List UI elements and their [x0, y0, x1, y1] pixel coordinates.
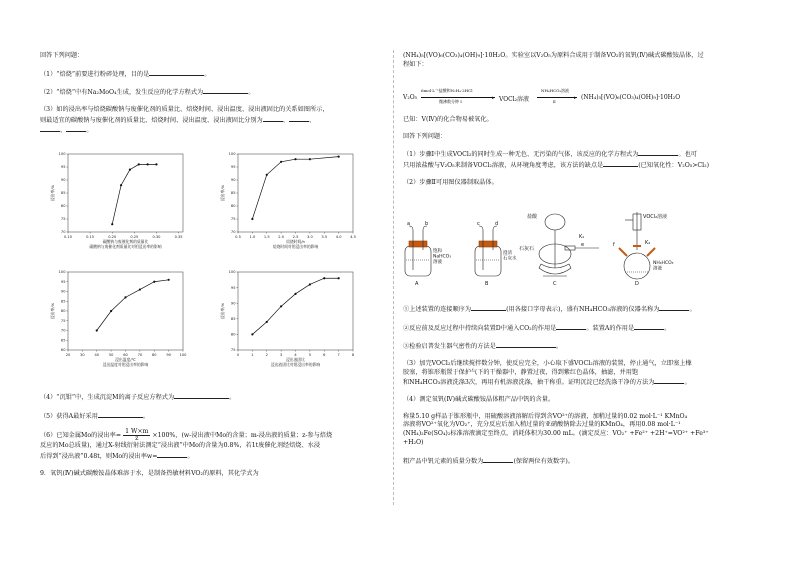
data-point — [110, 310, 112, 312]
data-point — [129, 169, 131, 171]
scheme-arrow2-bottom: Ⅱ — [553, 99, 556, 104]
data-point — [139, 288, 141, 290]
oxidation-note: 已知：V(Ⅳ)的化合物易被氧化。 — [403, 116, 493, 123]
y-tick-label: 95 — [60, 279, 66, 284]
scheme-arrow1-top: 6mol·L⁻¹盐酸和N₂H₄·2HCl — [421, 88, 473, 93]
x-tick-label: 0.25 — [130, 235, 139, 239]
y-tick-label: 95 — [230, 165, 236, 170]
scheme-arrow1 — [421, 97, 495, 98]
chart-caption: 焙烧时间对钼浸出率的影响 — [272, 244, 319, 249]
chart-caption: 浸出液固比对钼浸出率的影响 — [270, 362, 321, 367]
fraction: $\frac{1 W\times m}{z}$ — [125, 428, 149, 443]
label-nahco3: 饱和 NaHCO₃ 溶液 — [433, 249, 451, 265]
answer-blank[interactable] — [174, 392, 229, 399]
data-point — [280, 305, 282, 307]
y-tick-label: 75 — [60, 318, 66, 323]
label-d: D — [635, 281, 639, 287]
label-a: A — [415, 281, 419, 287]
data-point — [338, 156, 340, 158]
x-tick-label: 0.30 — [152, 235, 161, 239]
y-tick-label: 80 — [60, 204, 66, 209]
leaching-charts — [40, 150, 380, 390]
y-tick-label: 80 — [230, 332, 236, 337]
y-tick-label: 95 — [60, 165, 66, 170]
chart-caption: 碳酸钠与废催化剂质量比对钼浸出率的影响 — [89, 244, 162, 249]
data-point — [96, 329, 98, 331]
question-2: （2）“焙烧”中有Na₂MoO₄生成，发生反应的化学方程式为 。 — [40, 89, 255, 97]
left-intro: 回答下列问题： — [40, 52, 84, 59]
data-point — [266, 321, 268, 323]
x-tick-label: 70 — [137, 353, 143, 357]
series-line — [252, 157, 338, 219]
left-column-lower — [40, 392, 385, 486]
x-tick-label: 0.5 — [235, 235, 241, 239]
y-tick-label: 95 — [230, 285, 236, 290]
y-tick-label: 75 — [60, 217, 66, 222]
x-tick-label: 3.5 — [321, 235, 328, 239]
series-line — [252, 278, 338, 334]
port-c: c — [477, 221, 480, 227]
data-point — [251, 333, 253, 335]
vanadium-fraction: 粗产品中钒元素的质量分数为 (保留两位有效数字)。 — [403, 457, 574, 465]
label-hcl: 盐酸 — [527, 214, 538, 220]
step-2: ②反应前及反应过程中持续向装置D中通入CO₂的作用是 。装置A的作用是 。 — [403, 324, 671, 332]
data-point — [153, 281, 155, 283]
data-point — [309, 158, 311, 160]
answer-blank[interactable] — [157, 451, 187, 458]
series-line — [97, 280, 169, 331]
x-tick-label: 0 — [236, 353, 240, 357]
formula-text: (NH₄)₅[(VO)₆(CO₃)₄(OH)₉]·10H₂O。实验室以V₂O₅为原料合成用于制备VO₂的氧钒(Ⅳ)碱式碳酸铵晶体，过 程如下： — [403, 52, 704, 68]
label-vocl2: VOCl₂溶液 — [643, 214, 668, 220]
apparatus-b — [475, 226, 501, 276]
answer-blank[interactable] — [556, 323, 586, 330]
chart-frame — [238, 154, 353, 232]
x-tick-label: 0.10 — [63, 235, 73, 239]
question-9: 9．氧钒(Ⅳ)碱式碳酸铵晶体难溶于水，是制备热敏材料VO₂的原料，其化学式为 — [40, 469, 259, 477]
data-point — [309, 283, 311, 285]
port-a: a — [407, 221, 411, 227]
x-tick-label: 5 — [308, 353, 312, 357]
x-tick-label: 4.5 — [350, 235, 356, 239]
x-axis-label: 浸出液固比 — [286, 357, 305, 362]
x-tick-label: 3 — [279, 353, 283, 357]
data-point — [323, 277, 325, 279]
x-tick-label: 0.35 — [174, 235, 183, 239]
x-tick-label: 2 — [265, 353, 268, 357]
x-tick-label: 7 — [337, 353, 340, 357]
answer-blank[interactable] — [66, 125, 86, 132]
x-tick-label: 8 — [351, 353, 355, 357]
valve-k2: K₂ — [645, 240, 651, 246]
x-tick-label: 80 — [151, 353, 157, 357]
answer-blank[interactable] — [149, 69, 204, 76]
answer-blank[interactable] — [603, 160, 638, 167]
column-divider — [393, 50, 394, 505]
step-3: ③检验启普发生器气密性的方法是 。 — [403, 343, 562, 351]
y-axis-label: 浸出率/% — [220, 302, 225, 320]
x-tick-label: 60 — [123, 353, 128, 357]
answer-blank[interactable] — [263, 115, 283, 122]
label-c: C — [553, 281, 557, 287]
data-point — [294, 158, 296, 160]
port-b: b — [425, 221, 429, 227]
x-tick-label: 6 — [323, 353, 326, 357]
y-tick-label: 65 — [60, 338, 66, 343]
y-tick-label: 75 — [230, 217, 236, 222]
x-tick-label: 30 — [80, 353, 85, 357]
answer-blank[interactable] — [289, 115, 309, 122]
x-tick-label: 4.0 — [335, 235, 342, 239]
right-question-3: （3）加完VOCl₂后继续搅拌数分钟，使反应完全，小心取下盛VOCl₂溶液的装置，停止通气，立即塞上橡 胶塞，将锥形瓶置于保护气下的干燥器中，静置过夜，得到紫红色晶体，抽滤，并用饱 和NH₄HCO₃溶液洗涤3次，再用有机溶液洗涤，抽干称重。证明沉淀已经洗涤干净的方法为 。 — [403, 359, 692, 387]
data-point — [147, 163, 149, 165]
apparatus-diagram — [403, 210, 763, 290]
port-d: d — [495, 221, 499, 227]
answer-blank[interactable] — [483, 456, 513, 463]
right-intro: 回答下列问题： — [403, 132, 447, 140]
port-e: e — [581, 242, 585, 248]
chart-frame — [238, 272, 353, 350]
scheme-intermediate: VOCl₂溶液 — [499, 96, 530, 103]
question-3: （3）如的浸出率与焙烧碳酸钠与废催化剂的质量比、焙烧时间、浸出温度、浸出液固比的关系如图所示， 则最适宜的碳酸钠与废催化剂的质量比、焙烧时间、浸出温度、浸出液固比分别为 、 、 、 。 — [40, 105, 329, 135]
answer-blank[interactable] — [659, 304, 689, 311]
y-tick-label: 70 — [60, 328, 66, 333]
question-6: （6）已知金属Mo的浸出率= $\frac{1 W\times m}{z}$ ×100%，(w-浸出液中Mo的含量；m-浸出液的质量；z-参与焙烧 反应的Mo总质量)，通过X-射线衍射法测定“浸出液”中Mo的含量为0.8%，若1t废催化剂经焙烧、水浸 后得到“浸出液”0.48t，则Mo的浸出率w= 。 — [40, 428, 333, 460]
y-tick-label: 90 — [230, 301, 236, 306]
apparatus-a — [405, 226, 431, 276]
chart-frame — [68, 154, 183, 232]
y-tick-label: 90 — [60, 289, 66, 294]
chart-caption: 浸出温度对钼浸出率的影响 — [102, 362, 149, 367]
answer-blank[interactable] — [203, 87, 248, 94]
x-tick-label: 90 — [166, 353, 171, 357]
valve-k1: K₁ — [579, 234, 585, 240]
x-tick-label: 1.5 — [263, 235, 270, 239]
data-point — [251, 218, 253, 220]
y-tick-label: 85 — [60, 299, 66, 304]
y-axis-label: 浸出率/% — [50, 184, 55, 202]
label-b: B — [485, 281, 489, 287]
x-tick-label: 3.0 — [307, 235, 313, 239]
answer-blank[interactable] — [634, 323, 664, 330]
right-question-2: （2）步骤Ⅱ可用图仪器制取晶体。 — [403, 178, 498, 186]
data-point — [266, 174, 268, 176]
data-point — [155, 163, 157, 165]
x-tick-label: 4 — [294, 353, 297, 357]
step-1: ①上述装置的连接顺序为 (用各接口字母表示)，盛有NH₄HCO₃溶液的仪器名称为 。 — [403, 306, 696, 313]
y-tick-label: 100 — [58, 270, 66, 275]
x-axis-label: 浸出温度/℃ — [115, 357, 136, 362]
titration-text: 称量5.10 g样品于锥形瓶中，用硫酸溶液溶解后得到含VO²⁺的溶液，加稍过量的0.02 mol·L⁻¹ KMnO₄ 溶液将VO²⁺氧化为VO₂⁺，充分反应后加入稍过量的亚硝酸钠除去过量的KMnO₄，再用0.08 mol·L⁻¹ (NH₄)₂Fe(SO₄)₂标准溶液滴定至终点，消耗体积为30.00 mL。(滴定反应：VO₂⁺ +Fe²⁺ +2H⁺=VO²⁺ +Fe³⁺ +H₂O) — [403, 412, 709, 446]
y-tick-label: 75 — [230, 348, 236, 353]
right-column-mid — [403, 116, 763, 195]
y-tick-label: 80 — [230, 204, 236, 209]
question-5: （5）获得A最好采用 。 — [40, 412, 150, 420]
right-question-1: （1）步骤Ⅰ中生成VOCl₂的同时生成一种无色、无污染的气体，该反应的化学方程式为 。也可 只用浓盐酸与V₂O₅来制备VOCl₂溶液，从环境角度考虑，该方法的缺点是 (已知氧化性：V₂O₅>Cl₂) — [403, 151, 710, 169]
scheme-product: (NH₄)₅[(VO)₆(CO₃)₄(OH)₉]·10H₂O — [581, 94, 681, 101]
x-axis-label: 焙烧时间/h — [286, 239, 305, 244]
data-point — [280, 161, 282, 163]
y-axis-label: 浸出率/% — [220, 184, 225, 202]
x-tick-label: 100 — [179, 353, 187, 357]
y-tick-label: 70 — [230, 230, 236, 235]
reaction-scheme: V₂O₅ 6mol·L⁻¹盐酸和N₂H₄·2HCl ▸ 微沸数分钟 Ⅰ VOCl₂溶液 NH₄HCO₃溶液 ▸ Ⅱ (NH₄)₅[(VO)₆(CO₃)₄(OH)₉]·10H₂O — [403, 88, 681, 104]
data-point — [338, 277, 340, 279]
scheme-reactant: V₂O₅ — [403, 94, 418, 101]
answer-blank[interactable] — [40, 125, 60, 132]
y-tick-label: 90 — [230, 178, 236, 183]
right-column-lower — [403, 304, 763, 474]
data-point — [120, 184, 122, 186]
y-tick-label: 100 — [228, 152, 236, 157]
x-tick-label: 2.5 — [292, 235, 299, 239]
data-point — [124, 296, 126, 298]
label-nh4hco3: NH₄HCO₃ 溶液 — [653, 261, 674, 272]
answer-blank[interactable] — [98, 411, 143, 418]
y-tick-label: 60 — [60, 348, 66, 353]
series-line — [112, 164, 156, 224]
left-column — [40, 52, 385, 138]
scheme-arrow2-top: NH₄HCO₃溶液 — [541, 88, 570, 93]
question-1: （1）“焙烧”前要进行粉碎处理，目的是 。 — [40, 70, 211, 78]
x-tick-label: 20 — [65, 353, 71, 357]
y-tick-label: 85 — [230, 317, 236, 321]
port-f: f — [613, 242, 615, 248]
x-tick-label: 50 — [108, 353, 114, 357]
question-4: （4）“沉钼”中，生成沉淀M的离子反应方程式为 。 — [40, 394, 236, 401]
data-point — [138, 163, 140, 165]
x-tick-label: 40 — [94, 353, 100, 357]
y-tick-label: 90 — [60, 178, 66, 183]
y-tick-label: 100 — [58, 152, 66, 157]
y-tick-label: 70 — [60, 230, 66, 235]
chart-frame — [68, 272, 183, 350]
y-axis-label: 浸出率/% — [50, 302, 55, 320]
y-tick-label: 85 — [60, 191, 66, 196]
x-tick-label: 0.20 — [108, 235, 117, 239]
y-tick-label: 85 — [230, 191, 236, 196]
answer-blank[interactable] — [654, 377, 684, 384]
data-point — [294, 293, 296, 295]
scheme-arrow2 — [537, 97, 577, 98]
x-tick-label: 2.0 — [278, 235, 284, 239]
data-point — [168, 279, 170, 281]
scheme-arrow1-bottom: 微沸数分钟 Ⅰ — [439, 99, 462, 104]
right-column — [403, 52, 763, 77]
answer-blank[interactable] — [638, 149, 678, 156]
label-limewater: 澄清石灰水 — [503, 251, 517, 262]
apparatus-c — [539, 214, 599, 276]
label-limestone: 石灰石 — [519, 246, 535, 252]
x-axis-label: 碳酸钠与废催化剂的质量比 — [102, 239, 149, 244]
x-tick-label: 0.15 — [86, 235, 95, 239]
y-tick-label: 80 — [60, 309, 66, 314]
answer-blank[interactable] — [496, 341, 556, 348]
answer-blank[interactable] — [471, 304, 506, 311]
x-tick-label: 1 — [251, 353, 254, 357]
data-point — [111, 223, 113, 225]
y-tick-label: 100 — [228, 270, 236, 275]
x-tick-label: 1.0 — [249, 235, 256, 239]
right-question-4: （4）测定氧钒(Ⅳ)碱式碳酸铵晶体粗产品中钒的含量。 — [403, 395, 555, 403]
